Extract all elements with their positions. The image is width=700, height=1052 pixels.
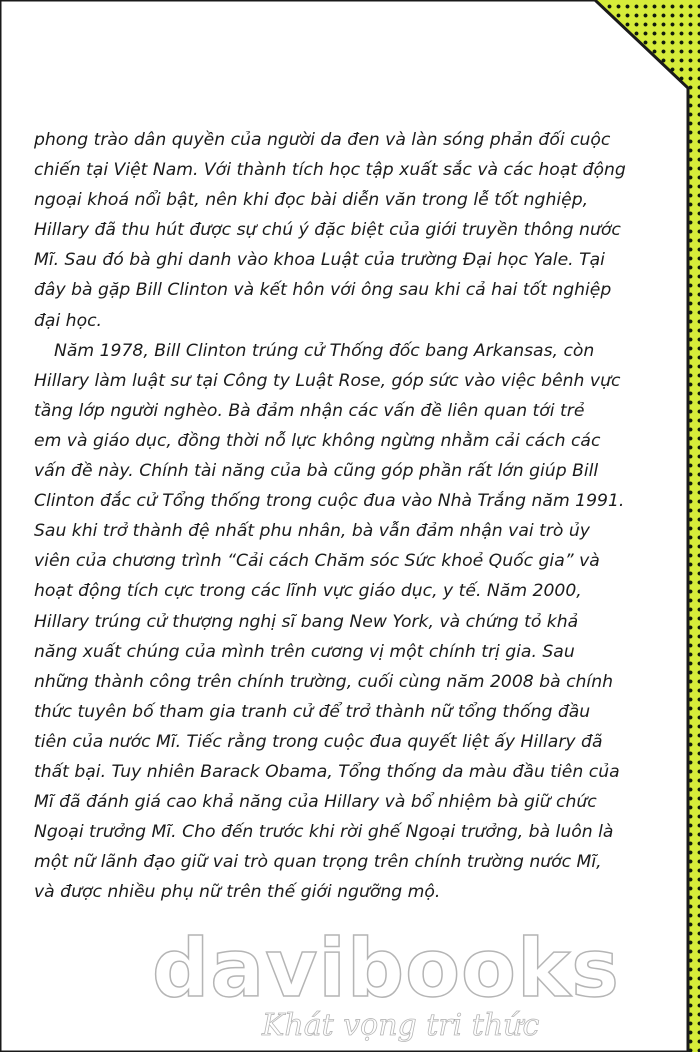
text-line: Mĩ. Sau đó bà ghi danh vào khoa Luật của trường Đại học Yale. Tại bbox=[34, 250, 605, 271]
text-line: thức tuyên bố tham gia tranh cử để trở thành nữ tổng thống đầu bbox=[34, 701, 591, 722]
text-line: tầng lớp người nghèo. Bà đảm nhận các vấn đề liên quan tới trẻ bbox=[34, 400, 585, 421]
text-line: Clinton đắc cử Tổng thống trong cuộc đua vào Nhà Trắng năm 1991. bbox=[34, 491, 625, 512]
text-line: năng xuất chúng của mình trên cương vị một chính trị gia. Sau bbox=[34, 641, 575, 662]
text-line: Hillary đã thu hút được sự chú ý đặc biệt của giới truyền thông nước bbox=[34, 220, 621, 241]
text-line: một nữ lãnh đạo giữ vai trò quan trọng trên chính trường nước Mĩ, bbox=[34, 852, 602, 873]
text-line: Sau khi trở thành đệ nhất phu nhân, bà vẫn đảm nhận vai trò ủy bbox=[34, 521, 590, 542]
text-line: em và giáo dục, đồng thời nỗ lực không ngừng nhằm cải cách các bbox=[34, 430, 601, 451]
body-text bbox=[34, 125, 674, 907]
text-line: viên của chương trình “Cải cách Chăm sóc Sức khoẻ Quốc gia” và bbox=[34, 551, 600, 572]
text-line: thất bại. Tuy nhiên Barack Obama, Tổng thống da màu đầu tiên của bbox=[34, 761, 620, 782]
text-line: ngoại khoá nổi bật, nên khi đọc bài diễn văn trong lễ tốt nghiệp, bbox=[34, 190, 589, 211]
watermark-tagline: Khát vọng tri thức bbox=[262, 1008, 540, 1043]
text-line: chiến tại Việt Nam. Với thành tích học tập xuất sắc và các hoạt động bbox=[34, 160, 626, 181]
text-line: Hillary làm luật sư tại Công ty Luật Rose, góp sức vào việc bênh vực bbox=[34, 370, 621, 391]
paragraph-first-line: Năm 1978, Bill Clinton trúng cử Thống đốc bang Arkansas, còn bbox=[54, 340, 595, 361]
text-line: đại học. bbox=[34, 310, 103, 331]
text-line: phong trào dân quyền của người da đen và làn sóng phản đối cuộc bbox=[34, 130, 611, 150]
text-line: hoạt động tích cực trong các lĩnh vực giáo dục, y tế. Năm 2000, bbox=[34, 581, 582, 602]
text-line: Ngoại trưởng Mĩ. Cho đến trước khi rời ghế Ngoại trưởng, bà luôn là bbox=[34, 822, 614, 843]
text-line: Hillary trúng cử thượng nghị sĩ bang New York, và chứng tỏ khả bbox=[34, 611, 579, 632]
text-line: đây bà gặp Bill Clinton và kết hôn với ông sau khi cả hai tốt nghiệp bbox=[34, 280, 612, 301]
text-line: những thành công trên chính trường, cuối cùng năm 2008 bà chính bbox=[34, 671, 613, 692]
text-line: vấn đề này. Chính tài năng của bà cũng góp phần rất lớn giúp Bill bbox=[34, 461, 599, 482]
watermark-logo: davibooks bbox=[152, 922, 620, 1015]
text-line: Mĩ đã đánh giá cao khả năng của Hillary và bổ nhiệm bà giữ chức bbox=[34, 792, 597, 813]
text-line: và được nhiều phụ nữ trên thế giới ngưỡng mộ. bbox=[34, 882, 441, 903]
text-line: tiên của nước Mĩ. Tiếc rằng trong cuộc đua quyết liệt ấy Hillary đã bbox=[34, 731, 603, 752]
